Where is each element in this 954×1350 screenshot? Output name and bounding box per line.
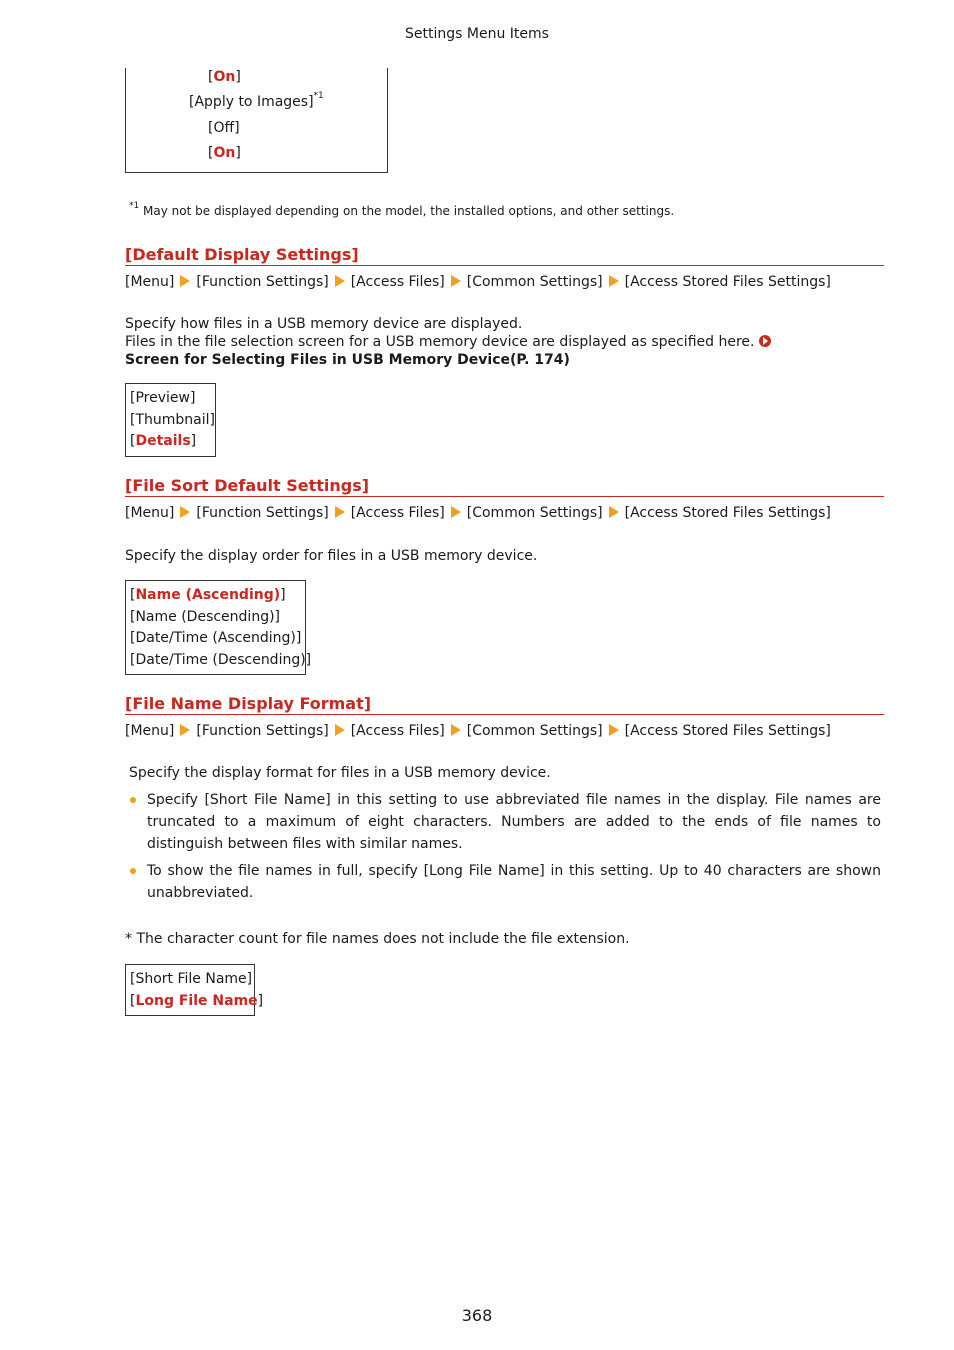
section-title-file-sort: [File Sort Default Settings] [125, 476, 884, 497]
menu-path: [Menu] [Function Settings] [Access Files] [Common Settings] [Access Stored Files Settings] [125, 723, 831, 739]
arrow-icon [451, 724, 461, 736]
description: Specify the display format for files in a USB memory device. [129, 765, 551, 781]
arrow-icon [451, 506, 461, 518]
bullet-item: To show the file names in full, specify [Long File Name] in this setting. Up to 40 characters are shown unabbreviated. [147, 863, 881, 901]
arrow-icon [180, 724, 190, 736]
options-box-display [125, 383, 216, 457]
option-on: [On] [208, 69, 241, 85]
arrow-icon [335, 724, 345, 736]
arrow-icon [335, 275, 345, 287]
option-thumbnail: [Thumbnail] [130, 411, 215, 428]
section-title-default-display: [Default Display Settings] [125, 245, 884, 266]
description: Specify how files in a USB memory device are displayed. [125, 316, 523, 332]
arrow-icon [609, 506, 619, 518]
description: Files in the file selection screen for a USB memory device are displayed as specified here. Screen for Selecting Files in USB Memory Device(P. 174) [125, 333, 825, 369]
options-box-sort [125, 580, 312, 675]
option-date-descending: [Date/Time (Descending)] [130, 651, 312, 668]
option-name-ascending-default: [Name (Ascending)] [130, 587, 286, 603]
arrow-icon [609, 275, 619, 287]
menu-path: [Menu] [Function Settings] [Access Files] [Common Settings] [Access Stored Files Settings] [125, 274, 831, 290]
link-screen-for-selecting-files[interactable]: Screen for Selecting Files in USB Memory Device(P. 174) [125, 334, 773, 368]
bullet-icon [130, 797, 136, 803]
arrow-icon [451, 275, 461, 287]
option-apply-to-images: [Apply to Images]$^{*1}$ [189, 91, 324, 110]
link-arrow-icon [759, 335, 771, 347]
section-title-file-name-format: [File Name Display Format] [125, 694, 884, 715]
option-short-file-name: [Short File Name] [130, 971, 253, 987]
page-number: 368 [461, 1306, 493, 1325]
arrow-icon [609, 724, 619, 736]
bullet-item: Specify [Short File Name] in this setting to use abbreviated file names in the display. File names are truncated to a maximum of eight characters. Numbers are added to the ends of file names to distinguish between files with similar names. [147, 792, 881, 852]
page-header: Settings Menu Items [405, 26, 549, 42]
option-date-ascending: [Date/Time (Ascending)] [130, 630, 302, 646]
description: Specify the display order for files in a USB memory device. [125, 548, 538, 564]
option-long-file-name-default: [Long File Name] [130, 992, 264, 1009]
note: * The character count for file names does not include the file extension. [125, 931, 630, 947]
footnote: $^{*1}$ May not be displayed depending on the model, the installed options, and other settings. [129, 201, 675, 218]
menu-path: [Menu] [Function Settings] [Access Files] [Common Settings] [Access Stored Files Settings] [125, 505, 831, 521]
option-off: [Off] [208, 120, 240, 136]
option-on-default: [On] [208, 145, 241, 161]
arrow-icon [180, 506, 190, 518]
options-box-continued [125, 68, 388, 173]
bullet-icon [130, 868, 136, 874]
option-preview: [Preview] [130, 390, 196, 406]
arrow-icon [335, 506, 345, 518]
option-details-default: [Details] [130, 433, 197, 449]
option-name-descending: [Name (Descending)] [130, 608, 281, 625]
arrow-icon [180, 275, 190, 287]
options-box-file-name [125, 964, 264, 1016]
